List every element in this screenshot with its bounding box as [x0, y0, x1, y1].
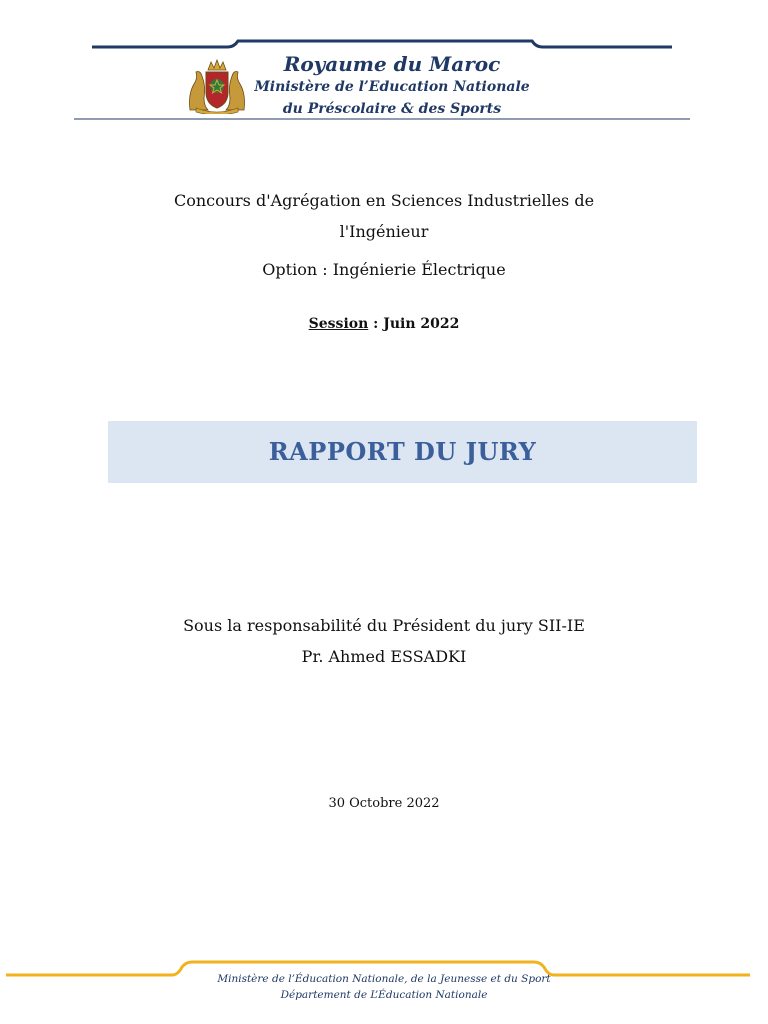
header-kingdom: Royaume du Maroc: [283, 52, 501, 76]
footer-ministry-line1: Ministère de l’Éducation Nationale, de la Jeunesse et du Sport: [217, 973, 551, 985]
president-name: Pr. Ahmed ESSADKI: [301, 647, 467, 666]
report-title-banner: [108, 421, 697, 483]
responsibility-line: Sous la responsabilité du Président du jury SII-IE: [183, 616, 585, 635]
header-ministry-line2: du Préscolaire & des Sports: [282, 101, 502, 117]
report-title: RAPPORT DU JURY: [268, 437, 537, 466]
option-line: Option : Ingénierie Électrique: [262, 260, 506, 279]
session-value: : Juin 2022: [368, 316, 460, 332]
footer-frame: [0, 950, 768, 1024]
session-label: Session: [308, 316, 369, 332]
competition-title-line1: Concours d'Agrégation en Sciences Industrielles de: [173, 191, 595, 210]
session-line: [0, 316, 768, 332]
footer-ministry-line2: Département de L’Éducation Nationale: [280, 989, 488, 1001]
document-date: 30 Octobre 2022: [328, 796, 440, 811]
coat-of-arms-icon: [186, 58, 248, 114]
competition-title-line2: l'Ingénieur: [339, 222, 429, 241]
header-ministry-line1: Ministère de l’Education Nationale: [254, 79, 530, 95]
